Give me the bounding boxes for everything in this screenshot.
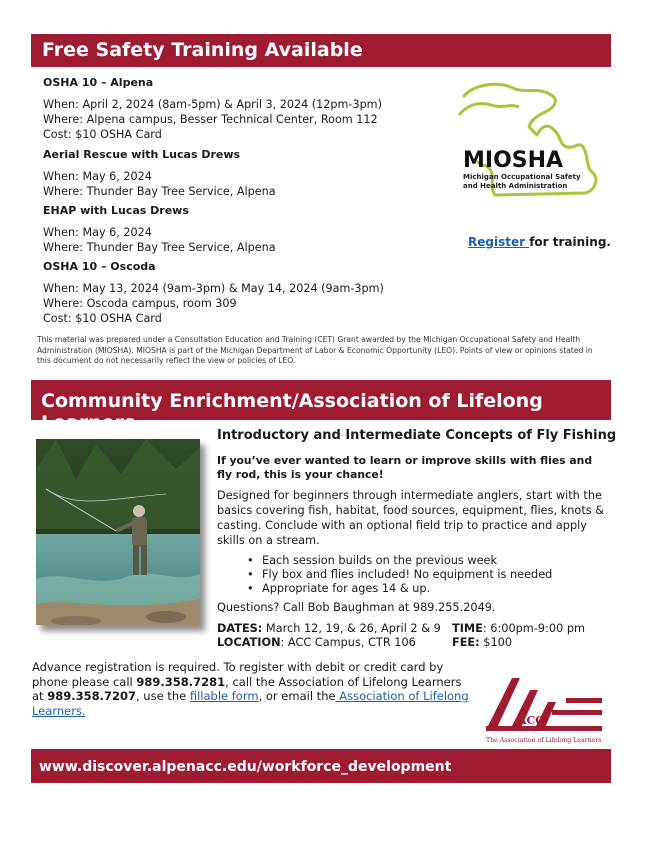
course-where: Where: Thunder Bay Tree Service, Alpena xyxy=(43,241,276,254)
course-title: Aerial Rescue with Lucas Drews xyxy=(43,148,241,161)
time-label: TIME xyxy=(452,622,483,635)
location-value: : ACC Campus, CTR 106 xyxy=(280,636,416,649)
course-osha-oscoda xyxy=(43,259,384,326)
bullet-item: • Fly box and flies included! No equipment is needed xyxy=(250,568,609,582)
community-banner xyxy=(31,380,611,434)
fee-value: $100 xyxy=(479,636,513,649)
advance-text: , use the xyxy=(135,689,190,703)
fly-fishing-photo xyxy=(36,439,200,625)
fly-fishing-details xyxy=(217,622,586,650)
all-logo-caption: The Association of Lifelong Learners xyxy=(486,737,602,744)
fee-label: FEE: xyxy=(452,636,480,649)
course-osha-alpena xyxy=(43,75,382,142)
time-value: : 6:00pm-9:00 pm xyxy=(482,622,586,635)
phone-number-1: 989.358.7281 xyxy=(136,674,226,689)
course-when: When: April 2, 2024 (8am-5pm) & April 3, 2024 (12pm-3pm) xyxy=(43,98,382,111)
upper-peninsula-shape xyxy=(459,103,519,115)
course-title: OSHA 10 – Alpena xyxy=(43,76,154,89)
course-cost: Cost: $10 OSHA Card xyxy=(43,128,162,141)
course-when: When: May 6, 2024 xyxy=(43,170,152,183)
miosha-logo xyxy=(455,75,605,210)
register-link[interactable]: Register xyxy=(468,235,530,249)
bullet-item: • Each session builds on the previous week xyxy=(250,554,609,568)
footer-url[interactable]: www.discover.alpenacc.edu/workforce_development xyxy=(39,759,452,775)
phone-number-2: 989.358.7207 xyxy=(47,689,136,703)
miosha-subtitle-2: and Health Administration xyxy=(463,182,568,190)
course-where: Where: Alpena campus, Besser Technical Center, Room 112 xyxy=(43,113,378,126)
safety-title: Free Safety Training Available xyxy=(42,39,363,61)
course-ehap xyxy=(43,203,276,255)
fly-fishing-title: Introductory and Intermediate Concepts of Fly Fishing xyxy=(217,428,617,443)
course-title: OSHA 10 – Oscoda xyxy=(43,260,156,273)
safety-banner xyxy=(31,34,611,67)
fly-fishing-description: Designed for beginners through intermediate anglers, start with the basics covering fish, habitat, food sources, equipment, flies, knots & casting. Conclude with an optional field trip to practice and apply skills on a stream. xyxy=(217,489,605,547)
email-association-link[interactable]: Association of Lifelong Learners. xyxy=(32,689,469,718)
location-label: LOCATION xyxy=(217,636,281,649)
fly-fishing-block xyxy=(217,428,617,615)
register-rest: for training. xyxy=(529,235,611,249)
miosha-name: MIOSHA xyxy=(463,148,564,173)
course-title: EHAP with Lucas Drews xyxy=(43,204,189,217)
advance-registration xyxy=(32,660,472,718)
course-aerial-rescue xyxy=(43,147,276,199)
advance-text: Advance registration is required. To register with debit or credit card by phone please call xyxy=(32,660,444,689)
fly-fishing-questions: Questions? Call Bob Baughman at 989.255.2049. xyxy=(217,601,496,614)
fillable-form-link[interactable]: fillable form xyxy=(189,689,259,703)
course-cost: Cost: $10 OSHA Card xyxy=(43,312,162,325)
dates-label: DATES: xyxy=(217,622,263,635)
course-when: When: May 13, 2024 (9am-3pm) & May 14, 2024 (9am-3pm) xyxy=(43,282,384,295)
disclaimer: This material was prepared under a Consultation Education and Training (CET) Grant awarded by the Michigan Occupational Safety and Health Administration (MIOSHA). MIOSHA is part of the Michigan Department of Labor & Economic Opportunity (LEO). Points of view or opinions stated in this document do not necessarily reflect the view or policies of LEO. xyxy=(37,335,593,366)
miosha-subtitle-1: Michigan Occupational Safety xyxy=(463,173,581,181)
dates-value: March 12, 19, & 26, April 2 & 9 xyxy=(262,622,441,635)
course-where: Where: Oscoda campus, room 309 xyxy=(43,297,237,310)
association-lifelong-learners-logo xyxy=(482,668,606,746)
register-line xyxy=(468,235,611,249)
advance-text: , call the Association of Lifelong Learners at xyxy=(32,674,462,703)
fly-fishing-bullets xyxy=(217,554,609,596)
footer-banner xyxy=(31,749,611,783)
all-logo-acc: ACC xyxy=(518,714,545,727)
course-where: Where: Thunder Bay Tree Service, Alpena xyxy=(43,185,276,198)
bullet-item: • Appropriate for ages 14 & up. xyxy=(250,582,609,596)
advance-text: , or email the xyxy=(258,689,336,703)
course-when: When: May 6, 2024 xyxy=(43,226,152,239)
community-title: Community Enrichment/Association of Lifelong Learners xyxy=(41,390,543,434)
fly-fishing-lead: If you’ve ever wanted to learn or improve skills with flies and fly rod, this is your chance! xyxy=(217,454,593,481)
